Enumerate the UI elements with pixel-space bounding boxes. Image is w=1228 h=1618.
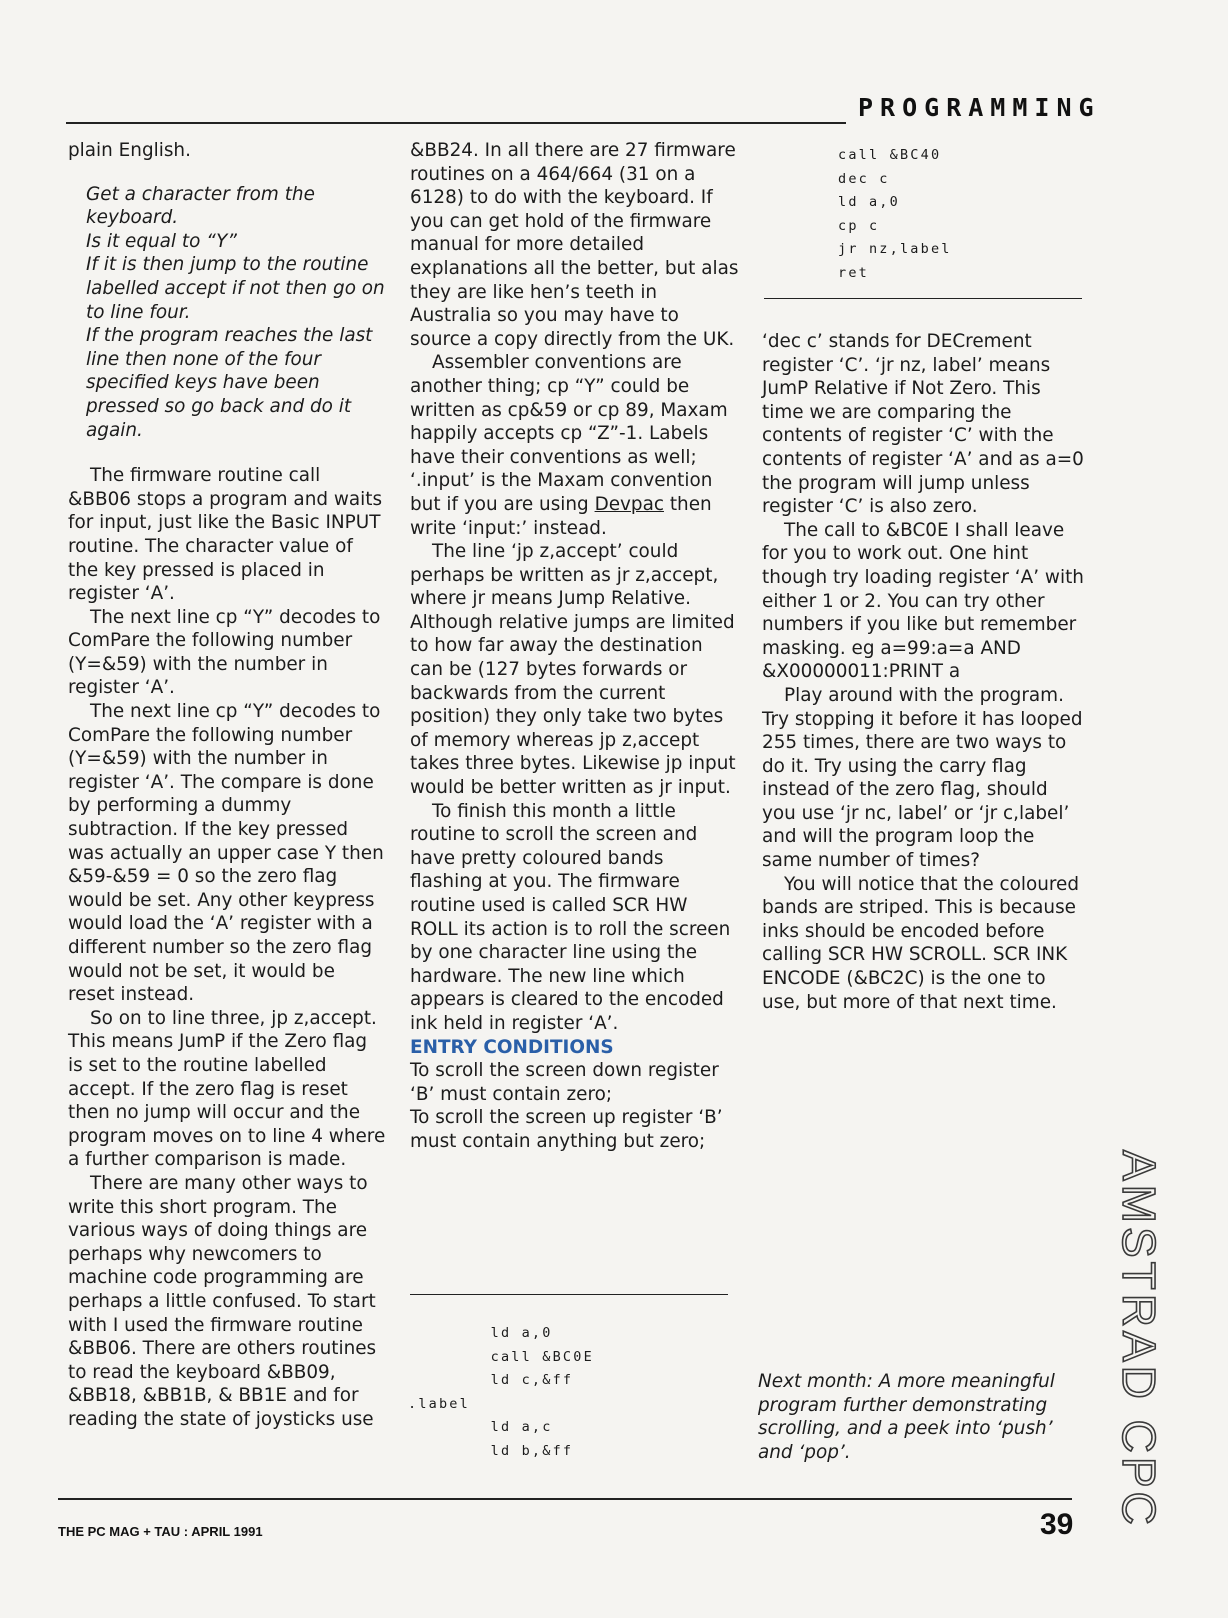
code-line: call &BC0E bbox=[408, 1348, 594, 1365]
col1-para-2: The next line cp “Y” decodes to ComPare the following number (Y=&59) with the number in register ‘A’. bbox=[68, 606, 381, 699]
code-line: ret bbox=[838, 264, 869, 281]
col3-para-3: Play around with the program. Try stopping it before it has looped 255 times, there are two ways to do it. Try using the carry flag instead of the zero flag, should you use ‘jr nc, label’ or ‘jr c,label’ and will the program loop the same number of times? bbox=[762, 684, 1083, 872]
col2-para-1: &BB24. In all there are 27 firmware routines on a 464/664 (31 on a 6128) to do with the keyboard. If you can get hold of the firmware manual for more detailed explanations all the better, but alas they are like hen’s teeth in Australia so you may have to source a copy directly from the UK. bbox=[410, 140, 739, 350]
code-line: ld a,0 bbox=[408, 1325, 553, 1341]
side-banner bbox=[1112, 1150, 1172, 1529]
col1-para-5: There are many other ways to write this short program. The various ways of doing things are perhaps why newcomers to machine code programming are perhaps a little confused. To start with I used the firmware routine &BB06. There are others routines to read the keyboard &BB09, &BB18, &BB1B, & BB1E and for reading the state of joysticks use bbox=[68, 1172, 377, 1430]
entry-condition-1: To scroll the screen down register ‘B’ must contain zero; bbox=[410, 1060, 719, 1105]
header-rule bbox=[66, 122, 846, 124]
side-banner-text: AMSTRAD CPC bbox=[1113, 1150, 1165, 1529]
column-3 bbox=[762, 330, 1084, 1014]
code-rule-3 bbox=[764, 298, 1082, 299]
col2-para-2 bbox=[410, 351, 740, 540]
col2-para-2b: then write ‘input:’ instead. bbox=[410, 493, 712, 539]
code-line: .label bbox=[408, 1395, 470, 1412]
footer-rule bbox=[58, 1498, 1072, 1500]
col1-italic-2: Is it equal to “Y” bbox=[86, 230, 237, 252]
next-month-note bbox=[758, 1370, 1074, 1464]
devpac-link: Devpac bbox=[594, 493, 664, 515]
col2-para-4: To finish this month a little routine to scroll the screen and have pretty coloured bands flashing at you. The firmware routine used is called SCR HW ROLL its action is to roll the screen by one character line using the hardware. The new line which appears is cleared to the encoded ink held in register ‘A’. bbox=[410, 800, 731, 1034]
col2-para-3: The line ‘jp z,accept’ could perhaps be written as jr z,accept, where jr means Jump Relative. Although relative jumps are limited to how far away the destination can be (127 bytes forwards or backwards from the current position) they only take two bytes of memory whereas jp z,accept takes three bytes. Likewise jp input would be better written as jr input. bbox=[410, 541, 736, 799]
col3-para-2: The call to &BC0E I shall leave for you to work out. One hint though try loading register ‘A’ with either 1 or 2. You can try other numbers if you like but remember masking. eg a=99:a=a AND &X00000011:PRINT a bbox=[762, 519, 1084, 683]
code-line: call &BC40 bbox=[838, 147, 942, 163]
code-line: jr nz,label bbox=[838, 241, 952, 258]
col1-italic-4: If the program reaches the last line then none of the four specified keys have been pressed so go back and do it again. bbox=[86, 325, 373, 441]
col1-lead: plain English. bbox=[68, 140, 191, 161]
code-line: ld a,0 bbox=[838, 194, 900, 211]
col3-para-1: ‘dec c’ stands for DECrement register ‘C’. ‘jr nz, label’ means JumP Relative if Not Zero. This time we are comparing the contents of register ‘C’ with the contents of register ‘A’ and as a=0 the program will jump unless register ‘C’ is also zero. bbox=[762, 331, 1084, 518]
footer-magazine: THE PC MAG + TAU : APRIL 1991 bbox=[58, 1524, 263, 1539]
code-line: ld c,&ff bbox=[408, 1372, 574, 1389]
column-2 bbox=[410, 139, 740, 1154]
col1-para-1: The firmware routine call &BB06 stops a program and waits for input, just like the Basic INPUT routine. The character value of the key pressed is placed in register ‘A’. bbox=[68, 465, 383, 605]
page-number: 39 bbox=[1040, 1508, 1074, 1541]
code-line: ld a,c bbox=[408, 1419, 553, 1436]
next-month-text: Next month: A more meaningful program further demonstrating scrolling, and a peek into ‘push’ and ‘pop’. bbox=[758, 1371, 1055, 1463]
column-1 bbox=[68, 139, 386, 1431]
col1-italic-1: Get a character from the keyboard. bbox=[86, 183, 315, 229]
code-block-3 bbox=[838, 144, 952, 286]
code-line: ld b,&ff bbox=[408, 1442, 574, 1459]
code-line: cp c bbox=[838, 217, 880, 234]
col2-para-2a: Assembler conventions are another thing; cp “Y” could be written as cp&59 or cp 89, Maxam happily accepts cp “Z”-1. Labels have their conventions as well; ‘.input’ is the Maxam convention but if you are using bbox=[410, 352, 728, 515]
code-line: dec c bbox=[838, 170, 890, 187]
code-block-2 bbox=[408, 1322, 594, 1464]
col1-para-3: The next line cp “Y” decodes to ComPare the following number (Y=&59) with the number in register ‘A’. The compare is done by performing a dummy subtraction. If the key pressed was actually an upper case Y then &59-&59 = 0 so the zero flag would be set. Any other keypress would load the ‘A’ register with a different number so the zero flag would not be set, it would be reset instead. bbox=[68, 701, 384, 1006]
entry-conditions-heading: ENTRY CONDITIONS bbox=[410, 1036, 614, 1058]
col1-para-4: So on to line three, jp z,accept. This means JumP if the Zero flag is set to the routine labelled accept. If the zero flag is reset then no jump will occur and the program moves on to line 4 where a further comparison is made. bbox=[68, 1007, 386, 1171]
code-rule-2 bbox=[410, 1294, 728, 1295]
col3-para-4: You will notice that the coloured bands are striped. This is because inks should be encoded before calling SCR HW SCROLL. SCR INK ENCODE (&BC2C) is the one to use, but more of that next time. bbox=[762, 873, 1080, 1013]
section-title: PROGRAMMING bbox=[858, 93, 1101, 122]
entry-condition-2: To scroll the screen up register ‘B’ must contain anything but zero; bbox=[410, 1107, 723, 1152]
col1-italic-3: If it is then jump to the routine labelled accept if not then go on to line four. bbox=[86, 254, 385, 323]
